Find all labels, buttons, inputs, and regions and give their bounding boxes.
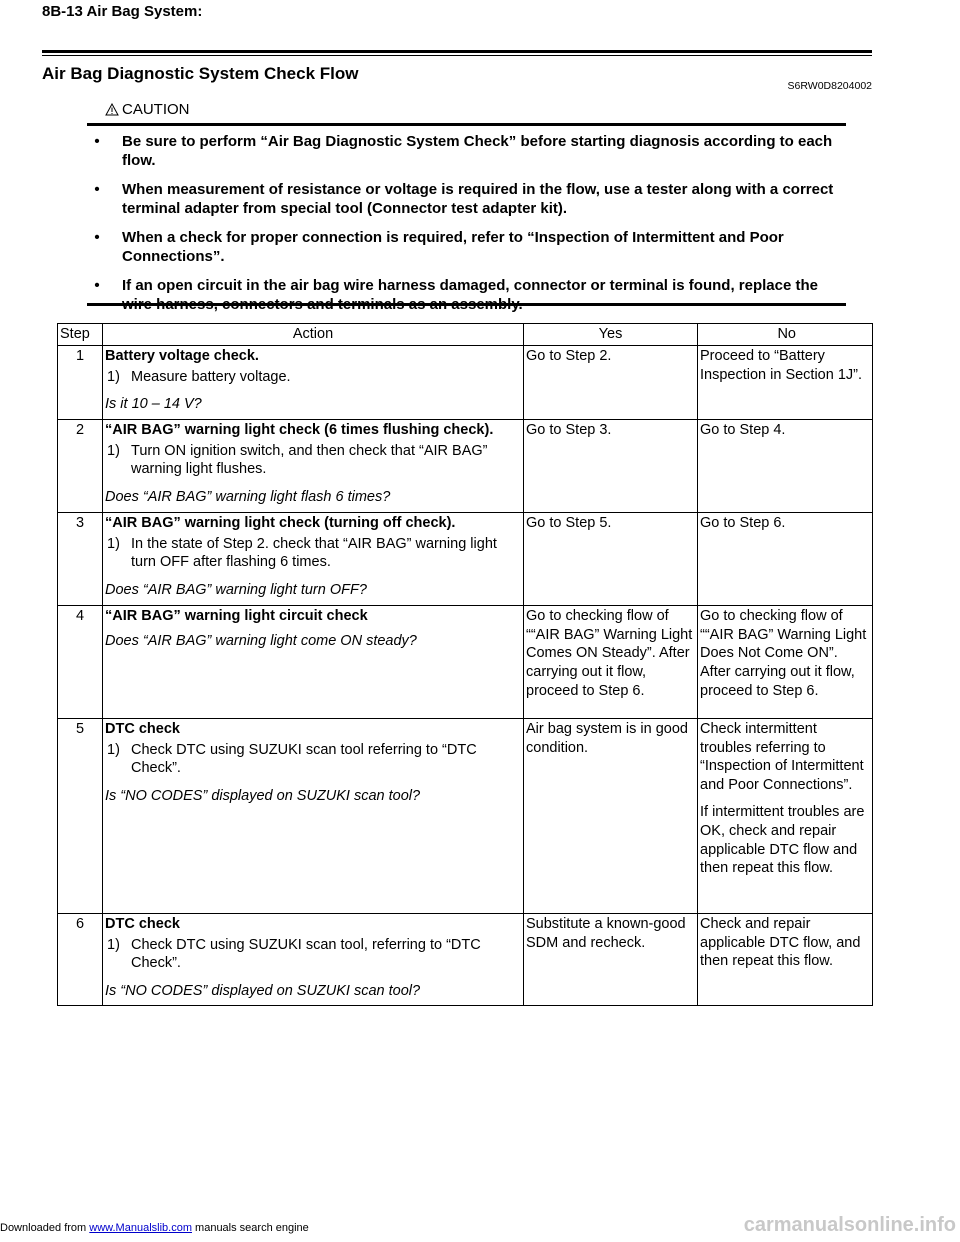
no-cell xyxy=(698,718,873,913)
download-footer xyxy=(0,1222,309,1234)
action-title: “AIR BAG” warning light circuit check xyxy=(105,607,368,624)
yes-cell: Go to Step 5. xyxy=(524,512,698,605)
caution-bottom-rule xyxy=(87,303,846,306)
caution-bullet: • When a check for proper connection is required, refer to “Inspection of Intermittent and Poor Connections”. xyxy=(94,229,784,265)
step-number: 6 xyxy=(58,913,103,1005)
action-title: DTC check xyxy=(105,720,180,737)
yes-cell: Air bag system is in good condition. xyxy=(524,718,698,913)
action-title: Battery voltage check. xyxy=(105,347,259,364)
watermark: carmanualsonline.info xyxy=(743,1214,956,1236)
caution-bullets xyxy=(87,132,845,324)
yes-cell: Substitute a known-good SDM and recheck. xyxy=(524,913,698,1005)
table-row xyxy=(58,718,873,913)
action-substep: 1) Turn ON ignition switch, and then check that “AIR BAG” warning light flushes. xyxy=(107,442,488,478)
table-row xyxy=(58,605,873,718)
no-cell: Go to Step 4. xyxy=(698,419,873,512)
action-title: “AIR BAG” warning light check (turning off check). xyxy=(105,514,456,531)
page-title: Air Bag Diagnostic System Check Flow xyxy=(42,64,359,83)
caution-bullet: • If an open circuit in the air bag wire harness damaged, connector or terminal is found, replace the xyxy=(94,277,818,294)
action-question: Does “AIR BAG” warning light turn OFF? xyxy=(105,582,367,599)
yes-cell: Go to checking flow of ““AIR BAG” Warning Light Comes ON Steady”. After carrying out it flow, proceed to Step 6. xyxy=(524,605,698,718)
yes-cell: Go to Step 3. xyxy=(524,419,698,512)
action-question: Does “AIR BAG” warning light flash 6 times? xyxy=(105,489,391,506)
action-substep: 1) Check DTC using SUZUKI scan tool, referring to “DTC Check”. xyxy=(107,936,481,972)
no-cell: Go to checking flow of ““AIR BAG” Warning Light Does Not Come ON”. After carrying out it flow, proceed to Step 6. xyxy=(698,605,873,718)
action-substep: 1) In the state of Step 2. check that “AIR BAG” warning light turn OFF after flashing 6 times. xyxy=(107,535,497,571)
action-question: Is “NO CODES” displayed on SUZUKI scan tool? xyxy=(105,983,421,1000)
action-cell xyxy=(103,419,524,512)
table-row xyxy=(58,913,873,1005)
action-substep: 1) Measure battery voltage. xyxy=(107,368,291,385)
step-number: 4 xyxy=(58,605,103,718)
no-cell: Go to Step 6. xyxy=(698,512,873,605)
caution-bullet: • When measurement of resistance or voltage is required in the flow, use a tester along with a correct terminal adapter from special tool (Connector test adapter kit). xyxy=(94,181,834,217)
action-cell xyxy=(103,512,524,605)
no-text: Check intermittent troubles referring to “Inspection of Intermittent and Poor Connections”. xyxy=(700,720,864,794)
yes-cell: Go to Step 2. xyxy=(524,345,698,419)
step-number: 2 xyxy=(58,419,103,512)
table-header-row xyxy=(58,324,873,346)
table-row xyxy=(58,512,873,605)
table-row xyxy=(58,345,873,419)
footer-suffix: manuals search engine xyxy=(191,1222,309,1234)
col-header-no: No xyxy=(698,324,873,346)
no-text-secondary: If intermittent troubles are OK, check and repair applicable DTC flow and then repeat this flow. xyxy=(700,803,865,877)
action-question: Is it 10 – 14 V? xyxy=(105,396,202,413)
step-number: 3 xyxy=(58,512,103,605)
action-title: DTC check xyxy=(105,915,180,932)
col-header-action: Action xyxy=(103,324,524,346)
caution-bullet: • Be sure to perform “Air Bag Diagnostic System Check” before starting diagnosis according to each flow. xyxy=(94,133,833,169)
action-cell xyxy=(103,345,524,419)
action-title: “AIR BAG” warning light check (6 times flushing check). xyxy=(105,421,494,438)
action-cell xyxy=(103,605,524,718)
caution-label: CAUTION xyxy=(122,101,190,118)
action-cell xyxy=(103,718,524,913)
step-number: 1 xyxy=(58,345,103,419)
action-question: Is “NO CODES” displayed on SUZUKI scan tool? xyxy=(105,788,421,805)
action-cell xyxy=(103,913,524,1005)
col-header-yes: Yes xyxy=(524,324,698,346)
caution-heading xyxy=(105,101,190,118)
section-header: 8B-13 Air Bag System: xyxy=(42,3,203,20)
action-substep: 1) Check DTC using SUZUKI scan tool referring to “DTC Check”. xyxy=(107,741,477,777)
no-cell: Proceed to “Battery Inspection in Section 1J”. xyxy=(698,345,873,419)
step-number: 5 xyxy=(58,718,103,913)
action-question: Does “AIR BAG” warning light come ON steady? xyxy=(105,632,417,649)
footer-prefix: Downloaded from xyxy=(0,1222,90,1234)
manualslib-link[interactable]: www.Manualslib.com xyxy=(89,1222,192,1234)
table-row xyxy=(58,419,873,512)
diagnostic-flow-table xyxy=(57,323,873,1006)
col-header-step: Step xyxy=(58,324,103,346)
header-rule xyxy=(42,50,872,53)
document-code: S6RW0D8204002 xyxy=(787,80,872,92)
no-cell: Check and repair applicable DTC flow, and then repeat this flow. xyxy=(698,913,873,1005)
warning-triangle-icon xyxy=(105,103,119,116)
caution-top-rule xyxy=(87,123,846,126)
header-rule-thin xyxy=(42,55,872,56)
